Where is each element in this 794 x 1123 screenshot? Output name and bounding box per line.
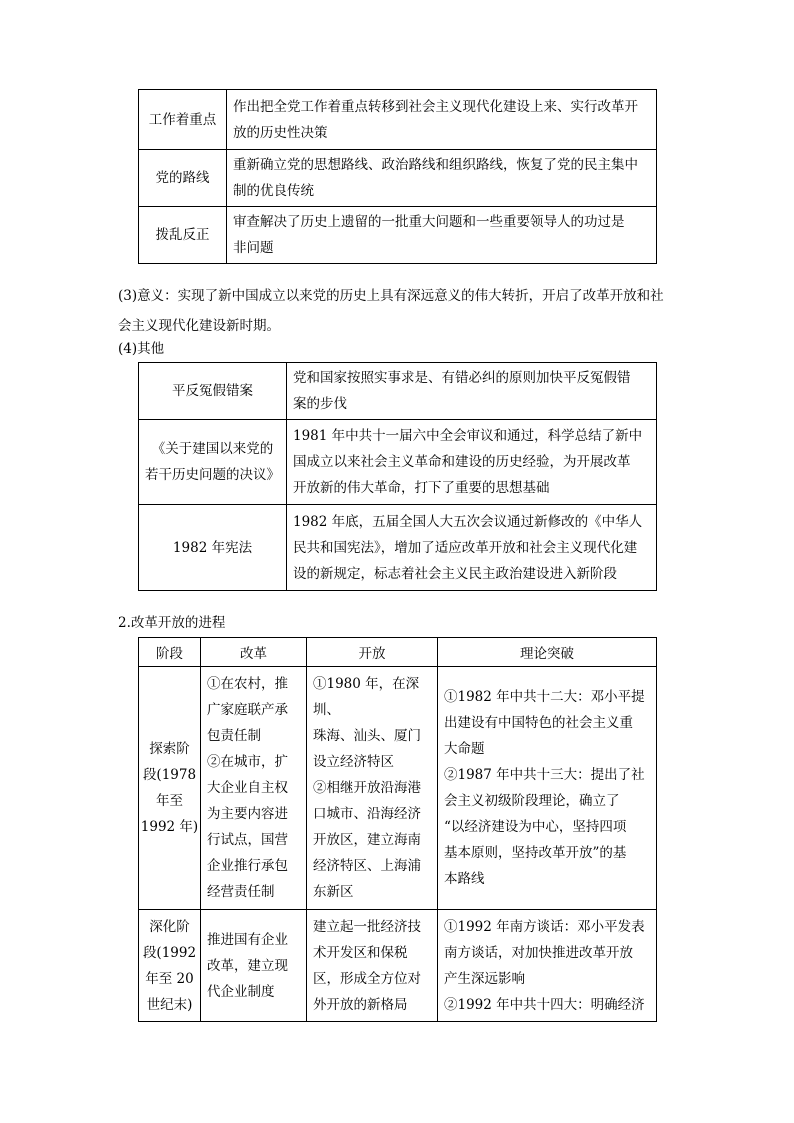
stage-cell bbox=[139, 910, 201, 1022]
other-events-table bbox=[138, 362, 657, 591]
table-row bbox=[139, 910, 657, 1022]
opening-text: ①1980 年，在深圳、 珠海、汕头、厦门 设立经济特区 ②相继开放沿海港 口城市、沿海经济 开放区，建立海南 经济特区、上海浦 东新区 bbox=[313, 676, 421, 900]
row-label: 拨乱反正 bbox=[155, 227, 210, 243]
row-label-cell bbox=[139, 207, 227, 264]
reform-text: 推进国有企业 改革，建立现 代企业制度 bbox=[207, 931, 288, 1000]
table-row bbox=[139, 667, 657, 910]
header-opening: 开放 bbox=[307, 638, 438, 667]
significance-paragraph: (3)意义：实现了新中国成立以来党的历史上具有深远意义的伟大转折，开启了改革开放和社 会主义现代化建设新时期。 bbox=[118, 288, 664, 334]
reform-cell bbox=[201, 667, 307, 910]
table-row bbox=[139, 90, 657, 150]
header-stage: 阶段 bbox=[139, 638, 201, 667]
reform-cell bbox=[201, 910, 307, 1022]
row-content: 审查解决了历史上遗留的一批重大问题和一些重要领导人的功过是 非问题 bbox=[233, 214, 625, 256]
row-content-cell bbox=[287, 420, 657, 505]
row-content-cell bbox=[227, 90, 657, 150]
row-content: 作出把全党工作着重点转移到社会主义现代化建设上来、实行改革开 放的历史性决策 bbox=[233, 98, 638, 141]
row-content: 党和国家按照实事求是、有错必纠的原则加快平反冤假错 案的步伐 bbox=[293, 370, 631, 412]
row-content-cell bbox=[227, 150, 657, 207]
row-label: 1982 年宪法 bbox=[172, 539, 253, 556]
table-row bbox=[139, 420, 657, 505]
reform-text: ①在农村，推 广家庭联产承 包责任制 ②在城市，扩 大企业自主权 为主要内容进 行试点，国营 企业推行承包 经营责任制 bbox=[207, 676, 288, 900]
row-label-cell bbox=[139, 150, 227, 207]
party-line-table bbox=[138, 89, 657, 264]
row-label: 《关于建国以来党的 若干历史问题的决议》 bbox=[145, 441, 280, 483]
row-content-cell bbox=[287, 505, 657, 591]
header-theory: 理论突破 bbox=[438, 638, 657, 667]
opening-cell bbox=[307, 667, 438, 910]
row-content-cell bbox=[287, 363, 657, 420]
table-header-row bbox=[139, 638, 657, 667]
row-label-cell bbox=[139, 90, 227, 150]
theory-cell bbox=[438, 910, 657, 1022]
row-content-cell bbox=[227, 207, 657, 264]
table-row bbox=[139, 505, 657, 591]
row-label: 工作着重点 bbox=[148, 111, 217, 128]
stage-label: 探索阶 段(1978 年至 1992 年) bbox=[140, 741, 199, 835]
theory-text: ①1992 年南方谈话：邓小平发表 南方谈话，对加快推进改革开放 产生深远影响 ②1992 年中共十四大：明确经济 bbox=[444, 918, 645, 1013]
theory-text: ①1982 年中共十二大：邓小平提 出建设有中国特色的社会主义重 大命题 ②1987 年中共十三大：提出了社 会主义初级阶段理论，确立了 “以经济建设为中心，坚持四项 基本原则，坚持改革开放”的基 本路线 bbox=[444, 689, 645, 887]
row-content: 重新确立党的思想路线、政治路线和组织路线，恢复了党的民主集中 制的优良传统 bbox=[233, 157, 638, 199]
table-row bbox=[139, 207, 657, 264]
opening-cell bbox=[307, 910, 438, 1022]
row-label: 平反冤假错案 bbox=[172, 383, 253, 399]
stage-cell bbox=[139, 667, 201, 910]
reform-heading: 2.改革开放的进程 bbox=[118, 615, 226, 631]
table-row bbox=[139, 150, 657, 207]
opening-text: 建立起一批经济技 术开发区和保税 区，形成全方位对 外开放的新格局 bbox=[313, 918, 421, 1013]
stage-label: 深化阶 段(1992 年至 20 世纪末) bbox=[142, 918, 197, 1013]
header-reform: 改革 bbox=[201, 638, 307, 667]
row-label-cell bbox=[139, 420, 287, 505]
row-label-cell bbox=[139, 505, 287, 591]
row-label-cell bbox=[139, 363, 287, 420]
row-label: 党的路线 bbox=[155, 170, 210, 186]
row-content: 1981 年中共十一届六中全会审议和通过，科学总结了新中 国成立以来社会主义革命和建设的历史经验，为开展改革 开放新的伟大革命，打下了重要的思想基础 bbox=[293, 428, 643, 496]
row-content: 1982 年底，五届全国人大五次会议通过新修改的《中华人 民共和国宪法》，增加了适应改革开放和社会主义现代化建 设的新规定，标志着社会主义民主政治建设进入新阶段 bbox=[293, 513, 643, 582]
reform-process-table bbox=[138, 637, 657, 1022]
other-heading: (4)其他 bbox=[118, 341, 165, 357]
table-row bbox=[139, 363, 657, 420]
theory-cell bbox=[438, 667, 657, 910]
